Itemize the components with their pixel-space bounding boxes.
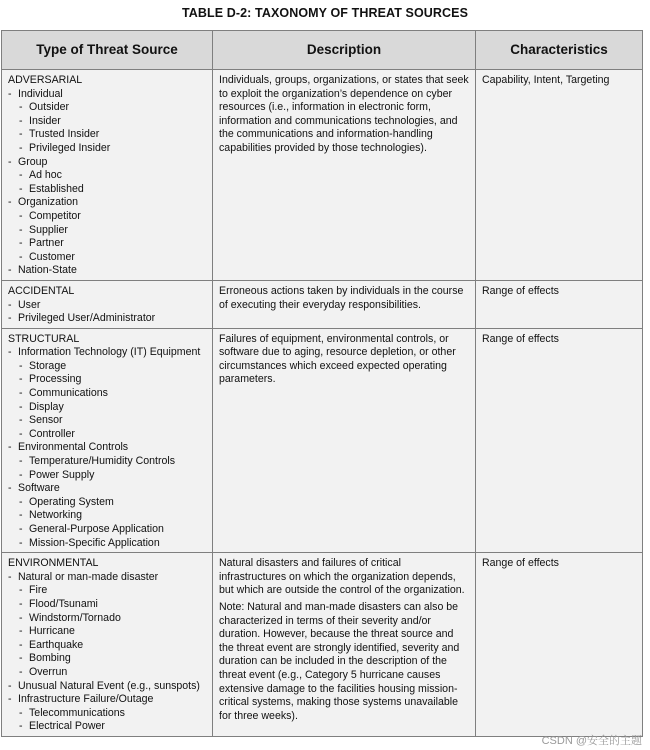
source-item-label: Group [18, 155, 48, 168]
category-label: ADVERSARIAL [8, 74, 83, 86]
category-label: ENVIRONMENTAL [8, 557, 99, 570]
sub-source-item: - Customer [19, 251, 206, 265]
description-paragraph: Note: Natural and man-made disasters can also be characterized in terms of their severity and/or duration. However, because the threat source and the threat event are strongly identified, severity and duration can be included in the description of the threat event (e.g., Category 5 hurricane causes extensive damage to the facilities housing mission-critical systems, making those systems unavailable for three weeks). [219, 600, 460, 722]
sub-source-item: - Windstorm/Tornado [19, 612, 206, 626]
description-cell [213, 328, 476, 553]
sub-source-item: - Temperature/Humidity Controls [19, 455, 206, 469]
sub-source-item: - Partner [19, 237, 206, 251]
source-item [8, 312, 206, 326]
sub-source-list [19, 707, 206, 734]
sub-source-item: - Sensor [19, 414, 206, 428]
source-item-label: Software [18, 482, 60, 495]
source-item-label: Nation-State [18, 264, 77, 277]
sub-source-item: - Mission-Specific Application [19, 537, 206, 551]
threat-taxonomy-table [1, 30, 643, 737]
sub-source-item: - Fire [19, 584, 206, 598]
source-item-label: Individual [18, 87, 63, 100]
sub-source-item: - Insider [19, 115, 206, 129]
header-characteristics: Characteristics [476, 31, 643, 70]
header-type: Type of Threat Source [2, 31, 213, 70]
source-item-label: Unusual Natural Event (e.g., sunspots) [18, 679, 200, 692]
source-item-label: Natural or man-made disaster [18, 570, 159, 583]
description-cell [213, 280, 476, 328]
source-item [8, 196, 206, 264]
description-paragraph: Erroneous actions taken by individuals in the course of executing their everyday responsibilities. [219, 284, 464, 311]
source-list [8, 299, 206, 326]
source-item [8, 693, 206, 734]
table-row [2, 70, 643, 281]
sub-source-item: - Flood/Tsunami [19, 598, 206, 612]
sub-source-list [19, 169, 206, 196]
source-list [8, 88, 206, 278]
threat-source-cell [2, 553, 213, 737]
source-item [8, 482, 206, 550]
sub-source-list [19, 584, 206, 679]
source-list [8, 571, 206, 734]
description-paragraph: Natural disasters and failures of critical infrastructures on which the organization depends, but which are outside the control of the organization. [219, 557, 465, 597]
source-item [8, 156, 206, 197]
sub-source-item: - Hurricane [19, 625, 206, 639]
source-item-label: Environmental Controls [18, 441, 129, 454]
header-description: Description [213, 31, 476, 70]
sub-source-list [19, 455, 206, 482]
sub-source-item: - Communications [19, 387, 206, 401]
table-row [2, 280, 643, 328]
category-label: STRUCTURAL [8, 332, 80, 345]
sub-source-item: - Trusted Insider [19, 128, 206, 142]
characteristics-cell: Capability, Intent, Targeting [476, 70, 643, 281]
table-title: TABLE D-2: TAXONOMY OF THREAT SOURCES [181, 6, 469, 20]
sub-source-list [19, 101, 206, 155]
table-body [2, 70, 643, 737]
sub-source-item: - Processing [19, 373, 206, 387]
description-cell [213, 553, 476, 737]
sub-source-item: - Privileged Insider [19, 142, 206, 156]
sub-source-list [19, 360, 206, 442]
source-item [8, 680, 206, 694]
source-item [8, 571, 206, 680]
sub-source-item: - Supplier [19, 224, 206, 238]
sub-source-item: - Overrun [19, 666, 206, 680]
sub-source-item: - Controller [19, 428, 206, 442]
description-paragraph: Failures of equipment, environmental controls, or software due to aging, resource depletion, or other circumstances which exceed expected operating parameters. [219, 332, 456, 386]
sub-source-list [19, 210, 206, 264]
sub-source-item: - Networking [19, 509, 206, 523]
characteristics-cell: Range of effects [476, 553, 643, 737]
table-row [2, 328, 643, 553]
sub-source-item: - Outsider [19, 101, 206, 115]
source-list [8, 346, 206, 550]
sub-source-item: - Display [19, 401, 206, 415]
source-item [8, 346, 206, 441]
sub-source-item: - Telecommunications [19, 707, 206, 721]
source-item-label: User [18, 298, 41, 311]
source-item-label: Organization [18, 196, 79, 209]
source-item [8, 299, 206, 313]
characteristics-cell: Range of effects [476, 328, 643, 553]
sub-source-item: - General-Purpose Application [19, 523, 206, 537]
description-paragraph: Individuals, groups, organizations, or states that seek to exploit the organization’s dependence on cyber resources (i.e., information in electronic form, information and communications technologies, and the communications and information-handling capabilities provided by those technologies). [219, 74, 469, 154]
sub-source-item: - Ad hoc [19, 169, 206, 183]
header-row [2, 31, 643, 70]
sub-source-item: - Competitor [19, 210, 206, 224]
sub-source-item: - Bombing [19, 652, 206, 666]
source-item [8, 264, 206, 278]
sub-source-item: - Power Supply [19, 469, 206, 483]
sub-source-item: - Earthquake [19, 639, 206, 653]
characteristics-cell: Range of effects [476, 280, 643, 328]
source-item-label: Infrastructure Failure/Outage [18, 693, 154, 706]
category-label: ACCIDENTAL [8, 284, 75, 297]
source-item [8, 441, 206, 482]
sub-source-item: - Established [19, 183, 206, 197]
source-item [8, 88, 206, 156]
description-cell [213, 70, 476, 281]
source-item-label: Privileged User/Administrator [18, 312, 156, 325]
sub-source-item: - Electrical Power [19, 720, 206, 734]
threat-source-cell [2, 70, 213, 281]
sub-source-item: - Operating System [19, 496, 206, 510]
threat-source-cell [2, 328, 213, 553]
threat-source-cell [2, 280, 213, 328]
watermark: CSDN @安全的主题 [541, 735, 642, 747]
sub-source-list [19, 496, 206, 550]
sub-source-item: - Storage [19, 360, 206, 374]
table-row [2, 553, 643, 737]
source-item-label: Information Technology (IT) Equipment [18, 346, 201, 359]
